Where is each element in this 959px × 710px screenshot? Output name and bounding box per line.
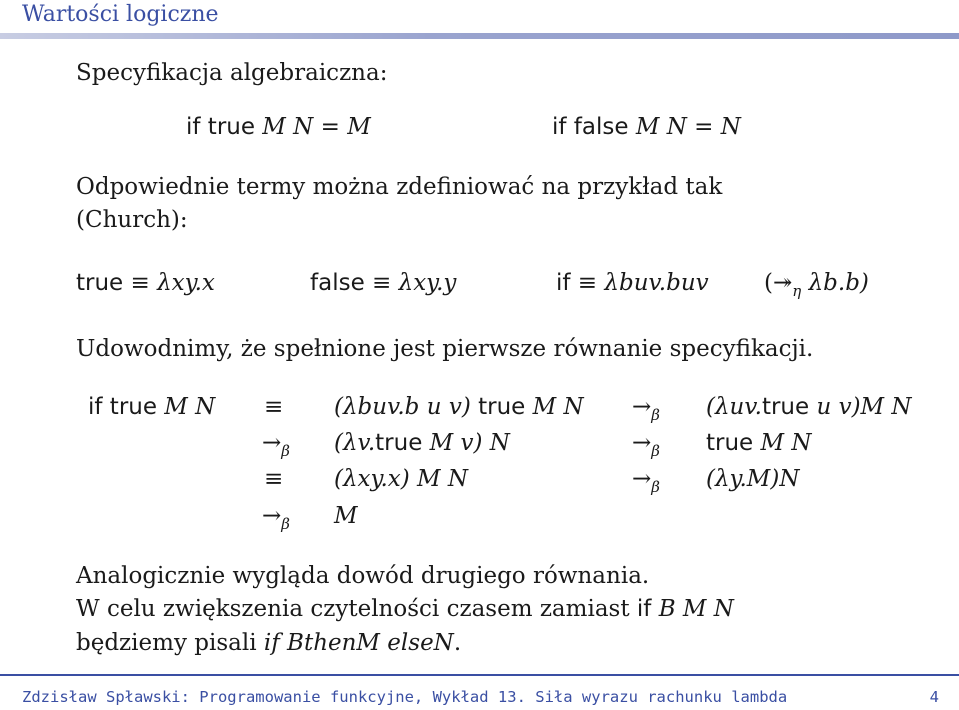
def-false-rel: ≡ [364,270,399,296]
page-number: 4 [929,688,939,706]
def-true [76,272,215,295]
def-true-math: λxy.x [157,270,215,296]
proof-r1-mid [334,396,584,419]
proof-r3-rel: ≡ [264,466,284,492]
kw-true: true [761,394,810,420]
def-eta [764,270,869,300]
closing-line-2-math: B M N [651,596,734,622]
proof-intro: Udowodnimy, że spełnione jest pierwsze równanie specyfikacji. [76,336,814,362]
closing-line-2-pre: W celu zwiększenia czytelności czasem zamiast [76,596,637,622]
proof-r3-mid: (λxy.x) M N [334,466,469,492]
kw-true: true [478,394,526,420]
closing-line-3 [76,632,461,655]
proof-r3-arrow [632,466,660,496]
kw-true: true [706,430,754,456]
kw-if: if [636,596,652,622]
proof-r2-rhs-post: M N [753,430,812,456]
proof-r2-rhs [706,432,812,455]
closing-line-2 [76,598,734,621]
beta-arrow: → [632,466,652,492]
beta-sub: β [651,478,660,496]
proof-r1-rel: ≡ [264,394,284,420]
beta-arrow: → [632,430,652,456]
closing-line-3-math: if BthenM elseN [263,630,454,656]
beta-arrow: → [262,503,282,529]
proof-r1-arrow [632,394,660,424]
beta-sub: β [281,515,290,533]
proof-r2-arrow [632,430,660,460]
eta-open-paren: ( [764,270,773,296]
definitions-text-1: Odpowiednie termy można zdefiniować na przykład tak [76,174,723,200]
kw-if: if [556,270,571,296]
proof-r1-lhs [88,396,215,419]
definitions-text-2: (Church): [76,207,188,233]
proof-r1-mid-post: M N [525,394,584,420]
beta-arrow: → [262,430,282,456]
kw-if-true: if true [186,114,255,140]
footer-text: Zdzisław Spławski: Programowanie funkcyjne, Wykład 13. Siła wyrazu rachunku lambda [22,688,788,706]
def-false [310,272,456,295]
kw-false: false [310,270,365,296]
def-true-rel: ≡ [123,270,158,296]
spec-eq-true-math: M N = M [255,114,371,140]
proof-r2-rel [262,430,290,460]
proof-r1-mid-pre: (λbuv.b u v) [334,394,479,420]
proof-r4-rel [262,503,290,533]
def-if [556,272,709,295]
kw-if-true: if true [88,394,157,420]
def-if-rel: ≡ [570,270,605,296]
kw-true: true [76,270,124,296]
eta-sub: η [792,282,802,300]
beta-arrow: → [632,394,652,420]
def-false-math: λxy.y [398,270,457,296]
beta-sub: β [651,406,660,424]
proof-r2-mid-pre: (λv. [334,430,376,456]
spec-eq-false [552,116,741,139]
spec-eq-false-math: M N = N [628,114,741,140]
proof-r3-rhs: (λy.M)N [706,466,800,492]
eta-math: λb.b) [801,270,869,296]
def-if-math: λbuv.buv [604,270,709,296]
proof-r1-rhs-post: u v)M N [809,394,912,420]
proof-r1-rhs [706,396,912,419]
closing-line-3-post: . [453,630,462,656]
closing-line-1: Analogicznie wygląda dowód drugiego równania. [76,563,650,589]
kw-true: true [375,430,423,456]
beta-sub: β [651,442,660,460]
proof-r1-lhs-math: M N [157,394,216,420]
slide-title: Wartości logiczne [22,2,219,27]
header-bar [0,33,959,39]
eta-arrow: ↠ [772,270,793,296]
proof-r2-mid-post: M v) N [422,430,510,456]
footer-rule [0,674,959,676]
proof-r4-mid: M [334,503,358,529]
spec-eq-true [186,116,371,139]
slide-header [0,0,959,30]
proof-r2-mid [334,432,510,455]
spec-label: Specyfikacja algebraiczna: [76,60,388,86]
kw-if-false: if false [552,114,629,140]
proof-r1-rhs-pre: (λuv. [706,394,762,420]
closing-line-3-pre: będziemy pisali [76,630,264,656]
beta-sub: β [281,442,290,460]
